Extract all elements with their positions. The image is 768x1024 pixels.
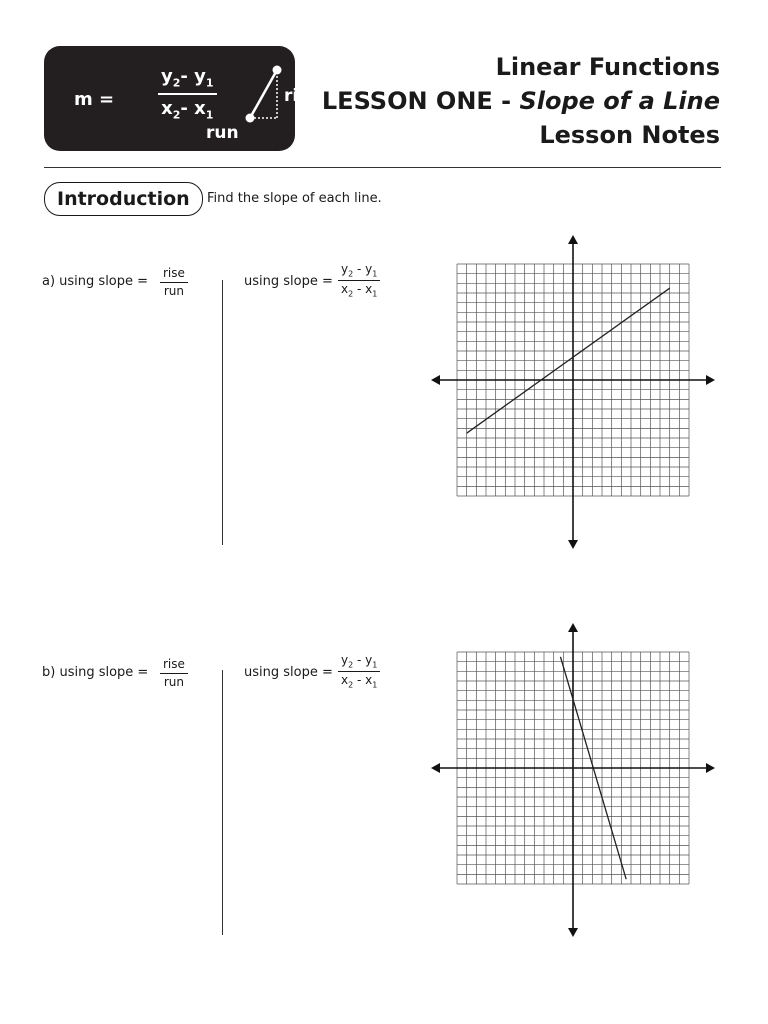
x-axis-right-arrow <box>706 375 715 385</box>
question-a-rise-run-fraction: rise run <box>160 266 188 298</box>
formula-numerator: $y_2-$ $y_1$ <box>158 66 217 95</box>
title-line-2: LESSON ONE - Slope of a Line <box>321 87 720 115</box>
question-b-label: b) using slope = <box>42 665 149 680</box>
slope-formula-box <box>44 46 320 151</box>
question-a-work-divider <box>222 280 223 545</box>
introduction-badge: Introduction <box>44 182 203 216</box>
y-axis-down-arrow <box>568 928 578 937</box>
formula-m-label: m = <box>74 89 115 110</box>
question-a-graph <box>428 232 718 552</box>
rise-label: rise <box>284 86 320 106</box>
formula-denominator: $x_2-$ $x_1$ <box>161 97 214 122</box>
question-b-rise-run-fraction: rise run <box>160 657 188 689</box>
y-axis-up-arrow <box>568 235 578 244</box>
x-axis-right-arrow <box>706 763 715 773</box>
question-b-work-divider <box>222 670 223 935</box>
question-b-coord-fraction: $\frac{y_2 - y_1}{x_2 - x_1}$ <box>338 653 380 690</box>
y-axis-up-arrow <box>568 623 578 632</box>
y-axis-down-arrow <box>568 540 578 549</box>
header-divider <box>44 167 721 168</box>
slope-formula-fraction <box>158 66 217 121</box>
instruction-text: Find the slope of each line. <box>207 191 382 206</box>
title-line-1: Linear Functions <box>495 53 720 81</box>
question-a-coord-fraction: $\frac{y_2 - y_1}{x_2 - x_1}$ <box>338 262 380 299</box>
question-a-label-2: using slope = <box>244 274 333 289</box>
page-title <box>322 50 720 152</box>
title-line-3: Lesson Notes <box>539 121 720 149</box>
question-a-label: a) using slope = <box>42 274 149 289</box>
run-label: run <box>206 123 239 143</box>
question-b-graph <box>428 620 718 940</box>
x-axis-left-arrow <box>431 763 440 773</box>
x-axis-left-arrow <box>431 375 440 385</box>
question-b-label-2: using slope = <box>244 665 333 680</box>
rise-run-triangle-icon <box>240 60 290 140</box>
